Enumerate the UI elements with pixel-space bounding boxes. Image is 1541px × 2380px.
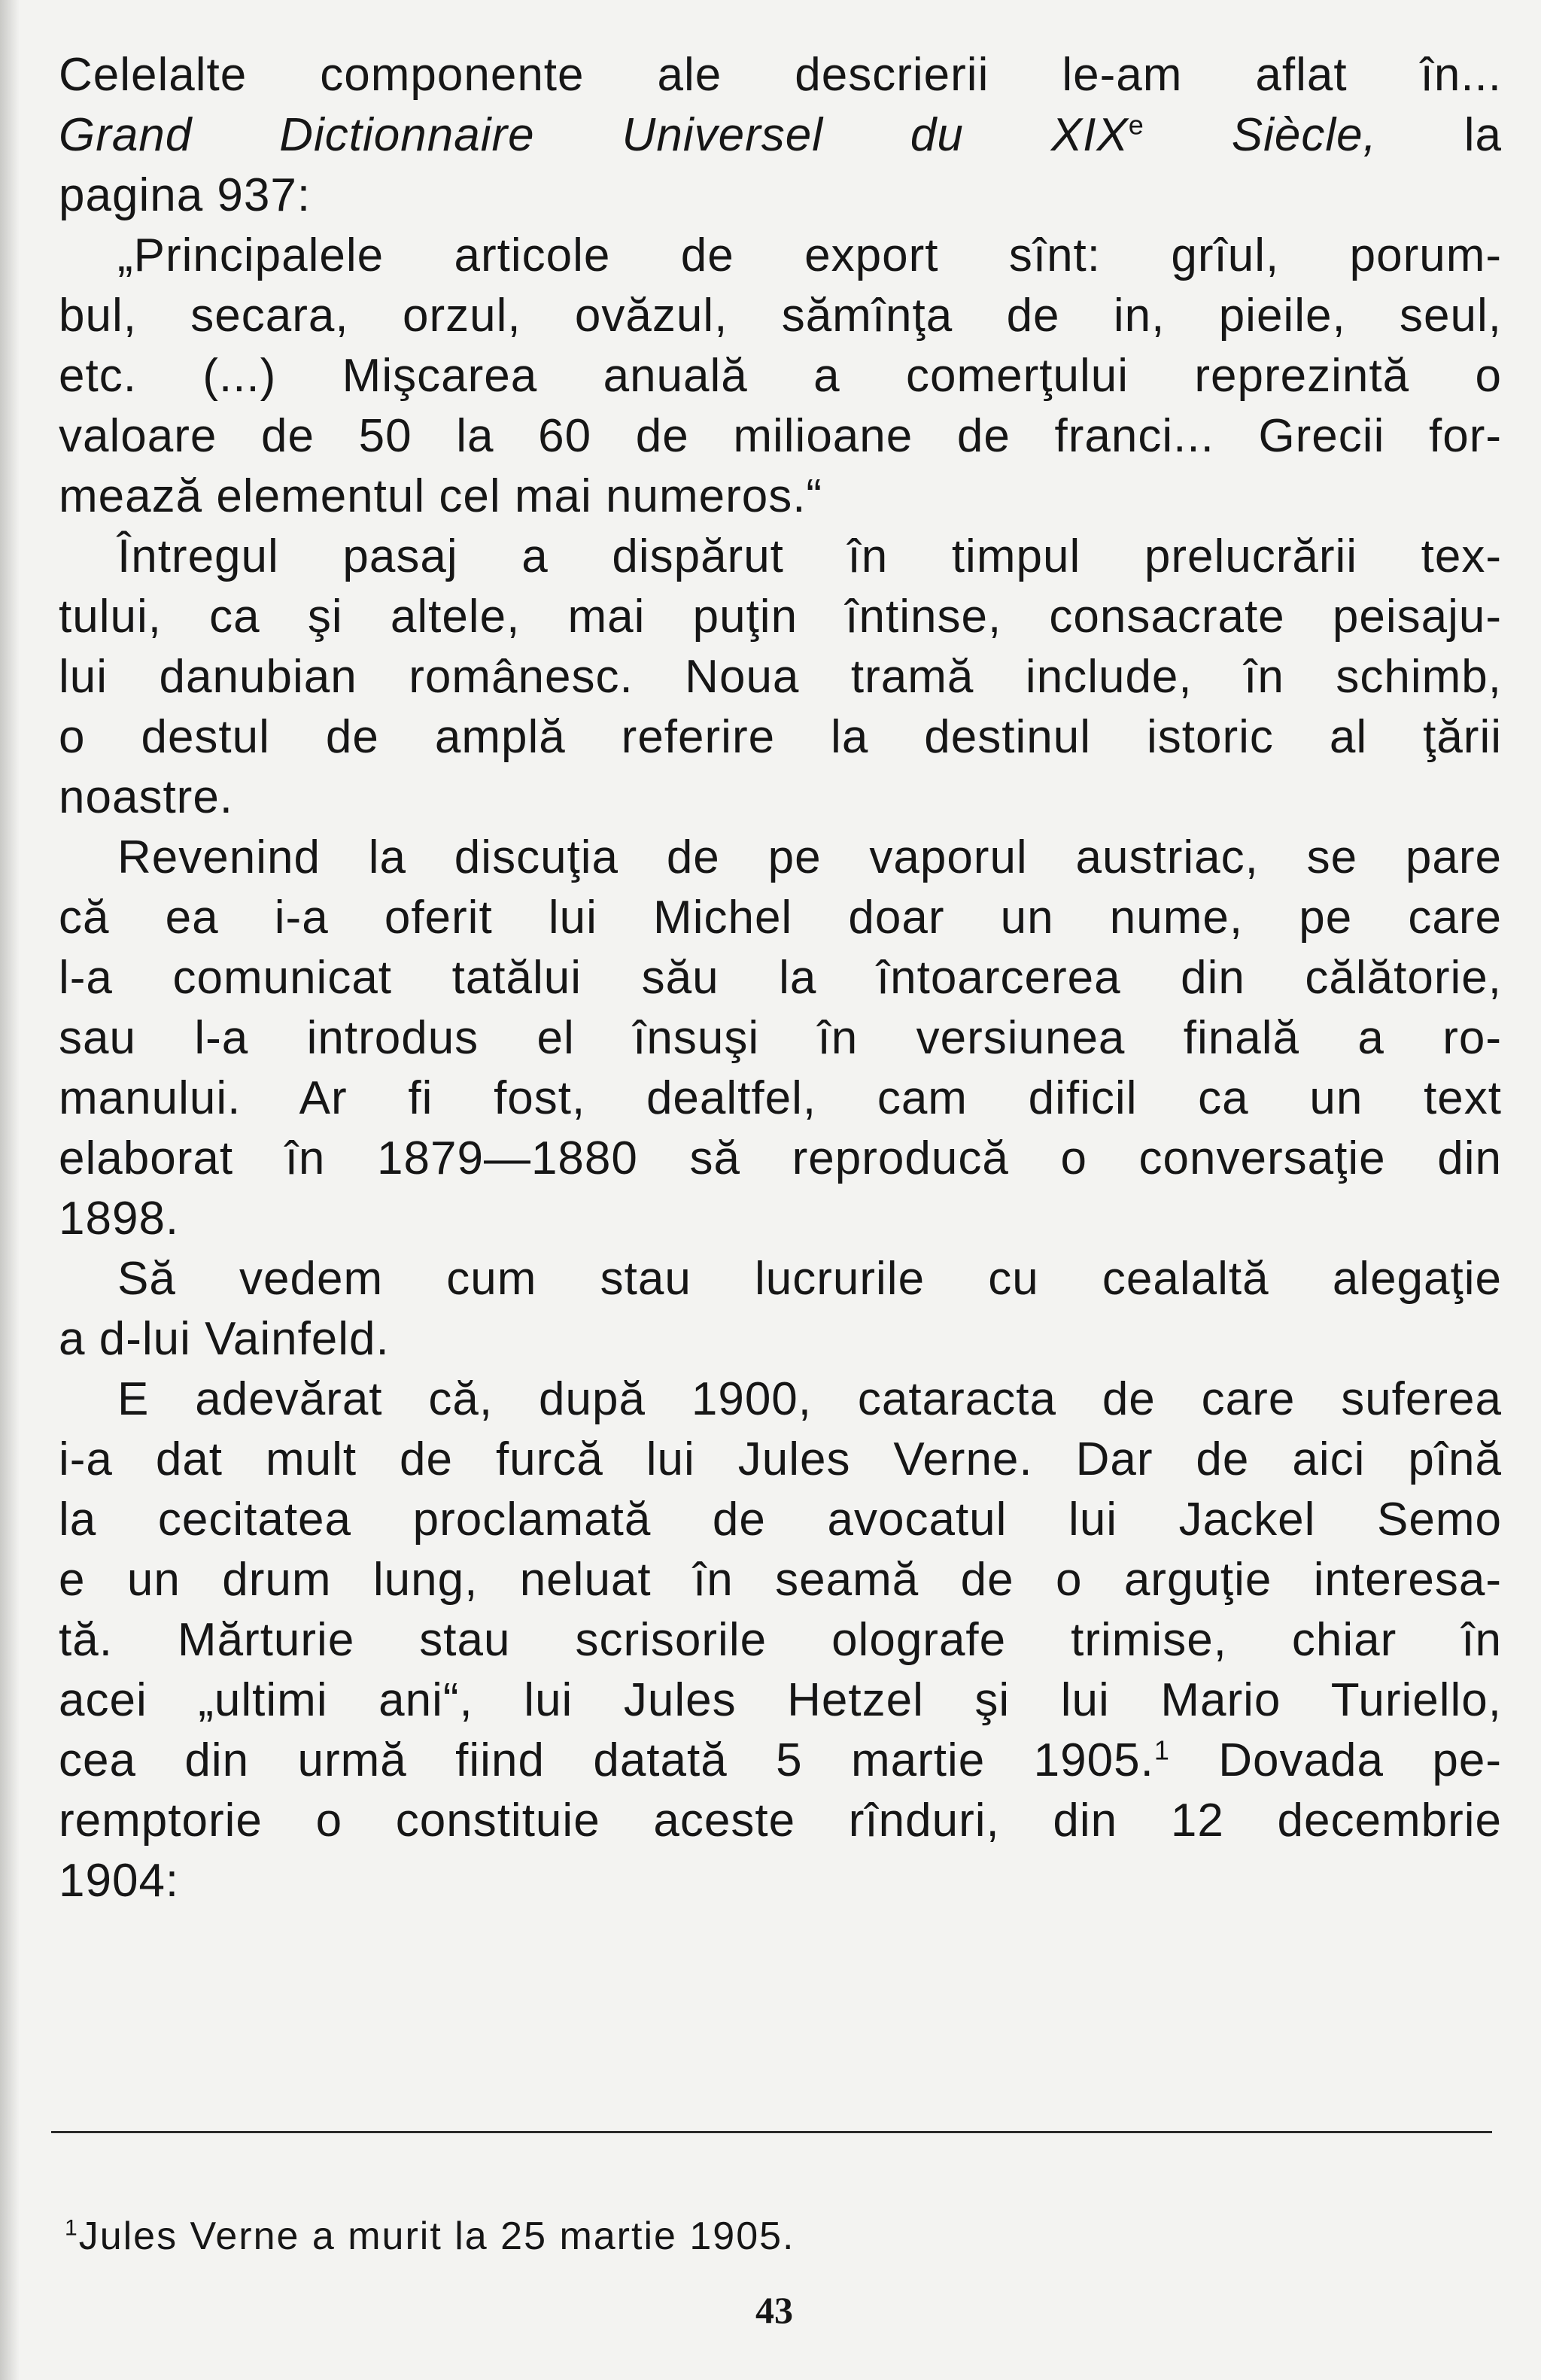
text-line: l-a comunicat tatălui său la întoarcerea din călătorie, xyxy=(59,952,1502,1004)
footnote-marker: 1 xyxy=(65,2215,79,2241)
text-line: la cecitatea proclamată de avocatul lui Jackel Semo xyxy=(59,1494,1502,1546)
text-line: E adevărat că, după 1900, cataracta de care suferea xyxy=(117,1373,1502,1425)
book-title: Grand Dictionnaire Universel du XIX xyxy=(59,109,1129,161)
text-line: 1898. xyxy=(59,1193,180,1245)
text-line: elaborat în 1879—1880 să reproducă o conversaţie din xyxy=(59,1132,1502,1184)
text-line: că ea i-a oferit lui Michel doar un nume, pe care xyxy=(59,892,1502,944)
text-line: noastre. xyxy=(59,771,234,823)
text-line: tă. Mărturie stau scrisorile olografe trimise, chiar în xyxy=(59,1614,1502,1666)
text-line: lui danubian românesc. Noua tramă include, în schimb, xyxy=(59,651,1502,703)
text-line: i-a dat mult de furcă lui Jules Verne. Dar de aici pînă xyxy=(59,1433,1502,1485)
text-fragment: la xyxy=(1376,109,1503,161)
text-line: o destul de amplă referire la destinul istoric al ţării xyxy=(59,711,1502,763)
text-line: Revenind la discuţia de pe vaporul austriac, se pare xyxy=(117,831,1502,883)
text-line: sau l-a introdus el însuşi în versiunea finală a ro- xyxy=(59,1012,1502,1064)
century-superscript: e xyxy=(1128,109,1144,141)
text-line: pagina 937: xyxy=(59,169,312,221)
text-line: 1904: xyxy=(59,1855,180,1907)
text-line: tului, ca şi altele, mai puţin întinse, consacrate peisaju- xyxy=(59,591,1502,643)
text-line xyxy=(59,1731,1502,1791)
quote-line: „Principalele articole de export sînt: grîul, porum- xyxy=(117,229,1502,281)
quote-line: mează elementul cel mai numeros.“ xyxy=(59,470,823,522)
text-line: Celelalte componente ale descrierii le-am aflat în... xyxy=(59,49,1502,101)
text-line: Să vedem cum stau lucrurile cu cealaltă alegaţie xyxy=(117,1253,1502,1305)
footnote xyxy=(65,2212,795,2260)
text-line: Întregul pasaj a dispărut în timpul prelucrării tex- xyxy=(117,530,1502,582)
text-fragment: Dovada pe- xyxy=(1169,1734,1502,1786)
quote-line: etc. (...) Mişcarea anuală a comerţului reprezintă o xyxy=(59,350,1502,402)
text-line xyxy=(59,105,1502,166)
quote-line: bul, secara, orzul, ovăzul, sămînţa de in, pieile, seul, xyxy=(59,290,1502,342)
text-line: remptorie o constituie aceste rînduri, din 12 decembrie xyxy=(59,1795,1502,1847)
body-text xyxy=(59,45,1502,1911)
text-line: e un drum lung, neluat în seamă de o arguţie interesa- xyxy=(59,1554,1502,1606)
text-line: manului. Ar fi fost, dealtfel, cam dificil ca un text xyxy=(59,1072,1502,1124)
text-line: a d-lui Vainfeld. xyxy=(59,1313,390,1365)
footnote-separator xyxy=(51,2131,1492,2133)
page-number: 43 xyxy=(755,2289,793,2331)
footnote-reference: 1 xyxy=(1153,1734,1170,1766)
footnote-text: Jules Verne a murit la 25 martie 1905. xyxy=(78,2214,795,2258)
binding-shadow xyxy=(0,0,20,2380)
quote-line: valoare de 50 la 60 de milioane de franci... Grecii for- xyxy=(59,410,1502,462)
book-title-end: Siècle, xyxy=(1144,109,1377,161)
text-line: acei „ultimi ani“, lui Jules Hetzel şi lui Mario Turiello, xyxy=(59,1674,1502,1726)
text-fragment: cea din urmă fiind datată 5 martie 1905. xyxy=(59,1734,1154,1786)
